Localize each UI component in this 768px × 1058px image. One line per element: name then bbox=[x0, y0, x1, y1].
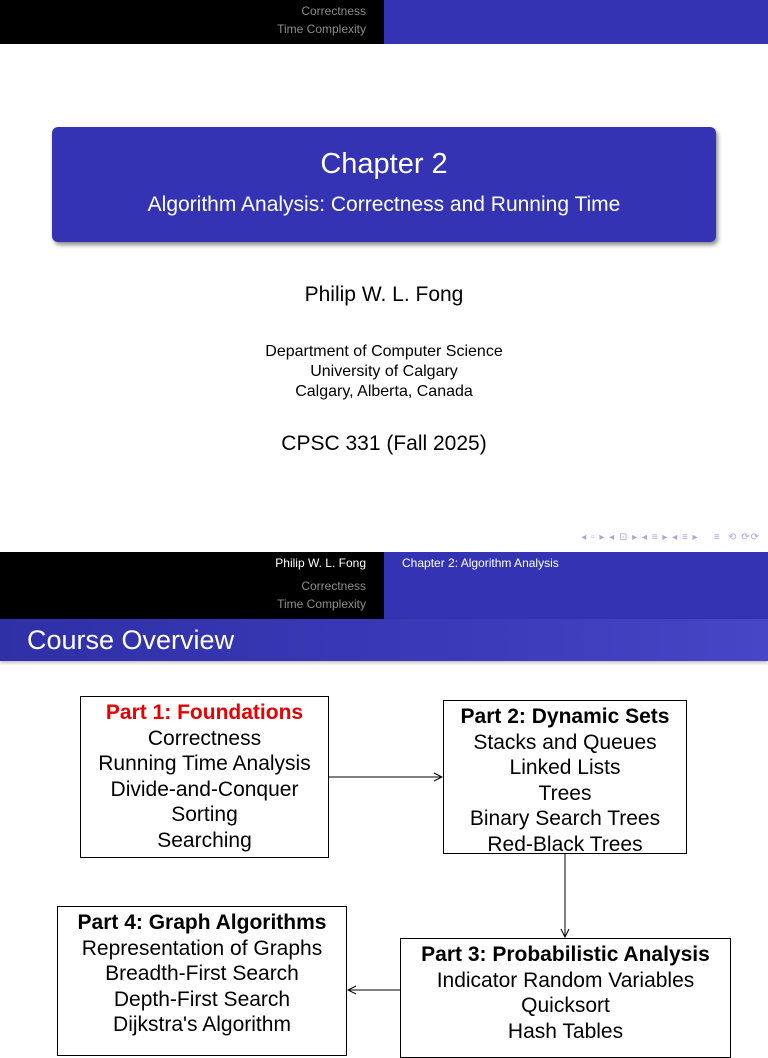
headline-right-panel bbox=[384, 0, 768, 44]
course-overview-slide bbox=[0, 552, 768, 1043]
navigation-symbols-icon[interactable]: ◂ ▫ ▸ ◂ ⊡ ▸ ◂ ≡ ▸ ◂ ≡ ▸ ≡ ⟲ ⟳⟳ bbox=[581, 532, 760, 543]
part-4-box bbox=[57, 906, 347, 1056]
topic-item: Correctness bbox=[147, 726, 262, 750]
topic-item: Binary Search Trees bbox=[469, 807, 661, 830]
frame-title: Course Overview bbox=[27, 625, 235, 655]
institute-line: University of Calgary bbox=[310, 363, 458, 380]
part-title: Part 4: Graph Algorithms bbox=[77, 911, 327, 934]
topic-item: Red-Black Trees bbox=[487, 832, 643, 856]
headline-sections bbox=[0, 0, 384, 44]
title-box bbox=[52, 127, 716, 242]
part-title: Part 2: Dynamic Sets bbox=[460, 705, 670, 728]
section-correctness[interactable]: Correctness bbox=[301, 4, 366, 18]
topic-item: Quicksort bbox=[521, 994, 610, 1017]
course-date: CPSC 331 (Fall 2025) bbox=[281, 432, 487, 455]
topic-item: Linked Lists bbox=[509, 756, 621, 779]
institute-block bbox=[0, 342, 768, 402]
part-3-box bbox=[400, 938, 731, 1058]
topic-item: Trees bbox=[538, 781, 592, 805]
topic-item: Divide-and-Conquer bbox=[110, 777, 299, 801]
section-correctness[interactable]: Correctness bbox=[301, 579, 366, 593]
topic-item: Dijkstra's Algorithm bbox=[113, 1013, 291, 1036]
topic-item: Running Time Analysis bbox=[98, 752, 311, 775]
topic-item: Representation of Graphs bbox=[81, 936, 323, 960]
part-title: Part 1: Foundations bbox=[105, 701, 304, 724]
topic-item: Depth-First Search bbox=[113, 987, 291, 1011]
header-author: Philip W. L. Fong bbox=[275, 556, 366, 570]
institute-line: Calgary, Alberta, Canada bbox=[295, 383, 473, 400]
topic-item: Sorting bbox=[171, 803, 238, 826]
header-short-title: Chapter 2: Algorithm Analysis bbox=[402, 556, 559, 570]
section-time-complexity[interactable]: Time Complexity bbox=[277, 597, 366, 611]
institute-line: Department of Computer Science bbox=[265, 343, 503, 360]
topic-item: Indicator Random Variables bbox=[436, 968, 695, 992]
part-2-box bbox=[443, 700, 687, 854]
topic-item: Searching bbox=[157, 828, 252, 852]
topic-item: Breadth-First Search bbox=[105, 962, 299, 985]
author-name: Philip W. L. Fong bbox=[304, 283, 464, 306]
headline-bar bbox=[0, 0, 768, 44]
part-1-box bbox=[80, 696, 329, 858]
slide-subtitle: Algorithm Analysis: Correctness and Running Time bbox=[147, 193, 621, 216]
section-time-complexity[interactable]: Time Complexity bbox=[277, 22, 366, 36]
part-title: Part 3: Probabilistic Analysis bbox=[421, 943, 710, 966]
topic-item: Hash Tables bbox=[507, 1019, 624, 1043]
slide-title: Chapter 2 bbox=[320, 148, 448, 180]
topic-item: Stacks and Queues bbox=[473, 730, 657, 754]
